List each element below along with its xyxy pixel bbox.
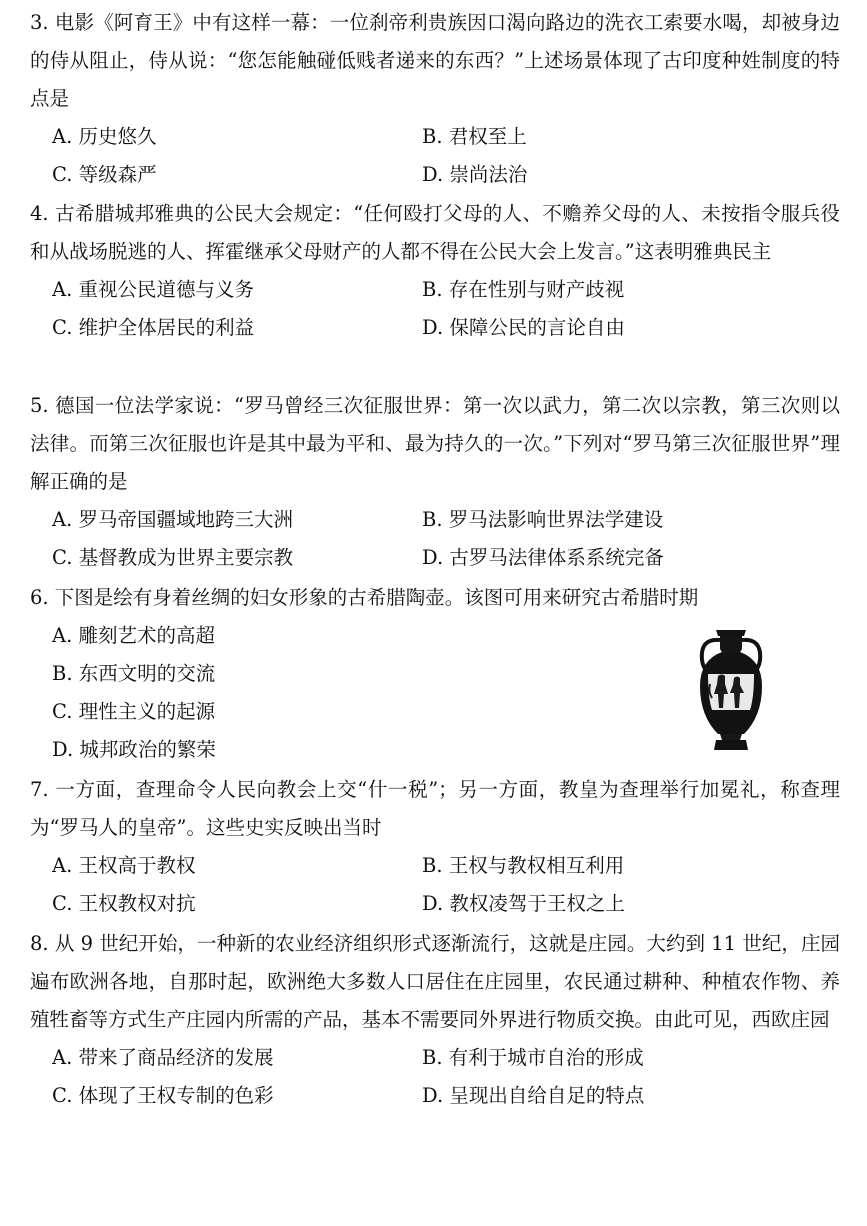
options: [52, 501, 840, 577]
option-d[interactable]: D. 呈现出自给自足的特点: [422, 1084, 645, 1107]
option-d[interactable]: D. 古罗马法律体系系统完备: [422, 546, 664, 569]
options: [52, 271, 840, 347]
option-b[interactable]: B. 东西文明的交流: [52, 662, 216, 685]
option-a[interactable]: A. 历史悠久: [52, 125, 157, 148]
question-5: [30, 387, 840, 577]
option-a[interactable]: A. 带来了商品经济的发展: [52, 1046, 274, 1069]
question-stem: 4. 古希腊城邦雅典的公民大会规定：“任何殴打父母的人、不赡养父母的人、未按指令服兵役和从战场脱逃的人、挥霍继承父母财产的人都不得在公民大会上发言。”这表明雅典民主: [30, 202, 840, 263]
option-a[interactable]: A. 罗马帝国疆域地跨三大洲: [52, 508, 293, 531]
option-a[interactable]: A. 雕刻艺术的高超: [52, 624, 215, 647]
option-c[interactable]: C. 维护全体居民的利益: [52, 316, 255, 339]
option-a[interactable]: A. 重视公民道德与义务: [52, 278, 254, 301]
option-c[interactable]: C. 体现了王权专制的色彩: [52, 1084, 274, 1107]
question-8: [30, 925, 840, 1115]
greek-amphora-icon: [690, 626, 772, 756]
question-3: [30, 4, 840, 194]
options: [52, 1039, 840, 1115]
options: [52, 118, 840, 194]
question-stem: 6. 下图是绘有身着丝绸的妇女形象的古希腊陶壶。该图可用来研究古希腊时期: [30, 586, 699, 609]
option-d[interactable]: D. 城邦政治的繁荣: [52, 738, 216, 761]
options: [52, 847, 840, 923]
question-4: [30, 195, 840, 347]
option-b[interactable]: B. 王权与教权相互利用: [422, 854, 625, 877]
option-c[interactable]: C. 基督教成为世界主要宗教: [52, 546, 294, 569]
option-b[interactable]: B. 存在性别与财产歧视: [422, 278, 625, 301]
option-c[interactable]: C. 理性主义的起源: [52, 700, 216, 723]
option-c[interactable]: C. 王权教权对抗: [52, 892, 196, 915]
option-b[interactable]: B. 罗马法影响世界法学建设: [422, 508, 664, 531]
option-c[interactable]: C. 等级森严: [52, 163, 157, 186]
option-d[interactable]: D. 保障公民的言论自由: [422, 316, 625, 339]
option-a[interactable]: A. 王权高于教权: [52, 854, 196, 877]
question-7: [30, 771, 840, 923]
question-stem: 8. 从 9 世纪开始，一种新的农业经济组织形式逐渐流行，这就是庄园。大约到 11 世纪，庄园遍布欧洲各地，自那时起，欧洲绝大多数人口居住在庄园里，农民通过耕种、种植农作物、养殖牲畜等方式生产庄园内所需的产品，基本不需要同外界进行物质交换。由此可见，西欧庄园: [30, 932, 840, 1031]
question-stem: 5. 德国一位法学家说：“罗马曾经三次征服世界：第一次以武力，第二次以宗教，第三次则以法律。而第三次征服也许是其中最为平和、最为持久的一次。”下列对“罗马第三次征服世界”理解正确的是: [30, 394, 840, 493]
option-d[interactable]: D. 崇尚法治: [422, 163, 528, 186]
question-stem: 3. 电影《阿育王》中有这样一幕：一位刹帝利贵族因口渴向路边的洗衣工索要水喝，却被身边的侍从阻止，侍从说：“您怎能触碰低贱者递来的东西？”上述场景体现了古印度种姓制度的特点是: [30, 11, 840, 110]
option-b[interactable]: B. 有利于城市自治的形成: [422, 1046, 644, 1069]
question-stem: 7. 一方面，查理命令人民向教会上交“什一税”；另一方面，教皇为查理举行加冕礼，称查理为“罗马人的皇帝”。这些史实反映出当时: [30, 778, 840, 839]
option-b[interactable]: B. 君权至上: [422, 125, 527, 148]
option-d[interactable]: D. 教权凌驾于王权之上: [422, 892, 625, 915]
